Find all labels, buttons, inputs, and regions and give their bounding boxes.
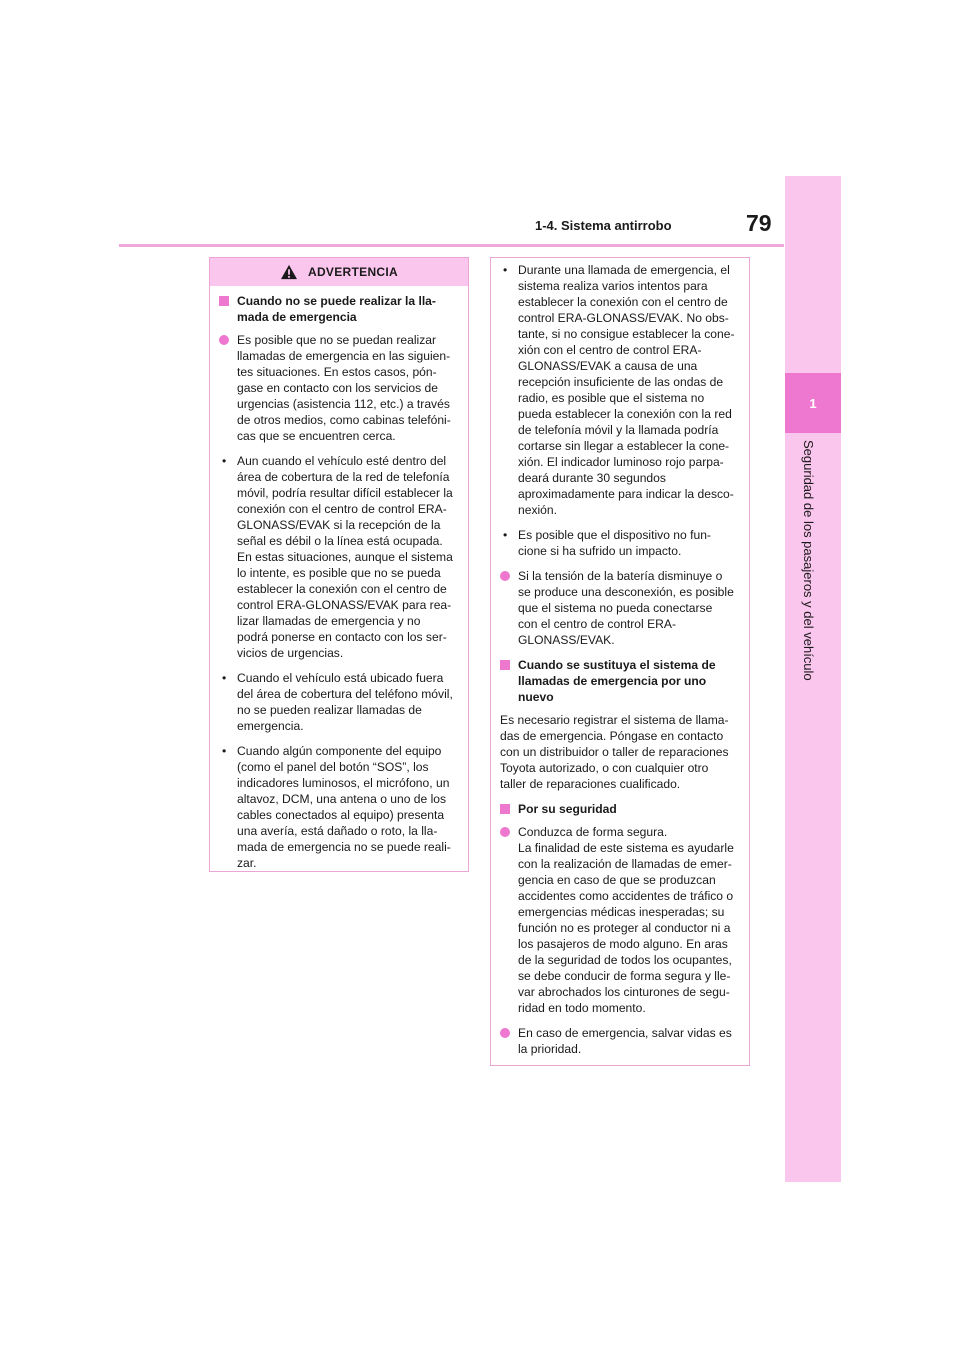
text-line: • Durante una llamada de emergencia, el <box>518 263 730 277</box>
text-line: del área de cobertura del teléfono móvil, <box>237 687 453 701</box>
text-line: emergencia. <box>237 719 304 733</box>
text-line: zar. <box>237 856 257 870</box>
text-line: control ERA-GLONASS/EVAK para rea- <box>237 598 452 612</box>
text-line: altavoz, DCM, una antena o uno de los <box>237 792 447 806</box>
text-line: deará durante 30 segundos <box>518 471 666 485</box>
text-line: control ERA-GLONASS/EVAK. No obs- <box>518 311 729 325</box>
warning-circle-item <box>500 568 740 648</box>
text-line: se debe conducir de forma segura y lle- <box>518 969 731 983</box>
text-line: accidentes como accidentes de tráfico o <box>518 889 734 903</box>
text-line: cortarse sin llegar a establecer la cone- <box>518 439 730 453</box>
text-line: se produce una desconexión, es posible <box>518 585 734 599</box>
text-line: podrá ponerse en contacto con los ser- <box>237 630 447 644</box>
text-line: recepción insuficiente de las ondas de <box>518 375 724 389</box>
text-line: Si la tensión de la batería disminuye o <box>518 569 723 583</box>
text-line: • Aun cuando el vehículo esté dentro del <box>237 454 447 468</box>
warning-title: ADVERTENCIA <box>308 265 398 279</box>
text-line: con el centro de control ERA- <box>518 617 676 631</box>
text-line: ridad en todo momento. <box>518 1001 646 1015</box>
text-line: radio, es posible que el sistema no <box>518 391 705 405</box>
header-rule <box>119 244 784 247</box>
text-line: mada de emergencia <box>237 310 357 324</box>
text-line: emergencias médicas inesperadas; su <box>518 905 725 919</box>
text-line: (como el panel del botón “SOS”, los <box>237 760 429 774</box>
text-line: GLONASS/EVAK. <box>518 633 615 647</box>
text-line: cables conectados al equipo) presenta <box>237 808 445 822</box>
text-line: lizar llamadas de emergencia y no <box>237 614 421 628</box>
text-line: no se pueden realizar llamadas de <box>237 703 422 717</box>
warning-bullet-item <box>500 527 740 559</box>
text-line: • Cuando el vehículo está ubicado fuera <box>237 671 444 685</box>
text-line: xión. El indicador luminoso rojo parpa- <box>518 455 724 469</box>
text-line: La finalidad de este sistema es ayudarle <box>518 841 734 855</box>
text-line: con la realización de llamadas de emer- <box>518 857 732 871</box>
warning-heading <box>500 801 740 817</box>
text-line: das de emergencia. Póngase en contacto <box>500 729 724 743</box>
text-line: establecer la conexión con el centro de <box>237 582 447 596</box>
warning-heading <box>500 657 740 705</box>
text-line: pueda establecer la conexión con la red <box>518 407 732 421</box>
warning-bullet-item <box>219 453 459 661</box>
text-line: establecer la conexión con el centro de <box>518 295 728 309</box>
text-line: una avería, está dañado o roto, la lla- <box>237 824 438 838</box>
text-line: indicadores luminosos, el micrófono, un <box>237 776 450 790</box>
text-line: de la seguridad de todos los ocupantes, <box>518 953 732 967</box>
warning-paragraph <box>500 712 740 792</box>
text-line: móvil, podría resultar difícil establecer la <box>237 486 453 500</box>
text-line: Toyota autorizado, o con cualquier otro <box>500 761 709 775</box>
text-line: nuevo <box>518 690 554 704</box>
text-line: llamadas de emergencia en las siguien- <box>237 349 451 363</box>
text-line: función no es proteger al conductor ni a <box>518 921 731 935</box>
text-line: GLONASS/EVAK a causa de una <box>518 359 698 373</box>
text-line: GLONASS/EVAK si la recepción de la <box>237 518 441 532</box>
warning-box <box>209 257 469 872</box>
text-line: Por su seguridad <box>518 802 617 816</box>
text-line: tante, si no consigue establecer la cone- <box>518 327 735 341</box>
warning-circle-item <box>219 332 459 444</box>
text-line: de telefonía móvil y la llamada podría <box>518 423 719 437</box>
text-line: vicios de urgencias. <box>237 646 344 660</box>
chapter-title: Seguridad de los pasajeros y del vehículo <box>801 440 816 681</box>
text-line: urgencias (asistencia 112, etc.) a través <box>237 397 450 411</box>
page-number: 79 <box>746 210 772 236</box>
text-line: En estas situaciones, aunque el sistema <box>237 550 453 564</box>
text-line: Es posible que no se puedan realizar <box>237 333 437 347</box>
warning-box-header <box>210 258 468 286</box>
text-line: cione si ha sufrido un impacto. <box>518 544 682 558</box>
text-line: aproximadamente para indicar la desco- <box>518 487 734 501</box>
text-line: los pasajeros de modo alguno. En aras <box>518 937 728 951</box>
text-line: • Cuando algún componente del equipo <box>237 744 442 758</box>
text-line: mada de emergencia no se puede reali- <box>237 840 451 854</box>
text-line: En caso de emergencia, salvar vidas es <box>518 1026 732 1040</box>
text-line: xión con el centro de control ERA- <box>518 343 702 357</box>
text-line: Conduzca de forma segura. <box>518 825 668 839</box>
text-line: cas que se encuentren cerca. <box>237 429 396 443</box>
text-line: área de cobertura de la red de telefonía <box>237 470 450 484</box>
text-line: gase en contacto con los servicios de <box>237 381 439 395</box>
warning-circle-item <box>500 1025 740 1057</box>
text-line: de otros medios, como cabinas telefóni- <box>237 413 451 427</box>
text-line: Cuando no se puede realizar la lla- <box>237 294 436 308</box>
text-line: taller de reparaciones cualificado. <box>500 777 681 791</box>
text-line: señal es débil o la línea está ocupada. <box>237 534 443 548</box>
text-line: sistema realiza varios intentos para <box>518 279 708 293</box>
warning-bullet-item <box>219 743 459 871</box>
text-line: Es necesario registrar el sistema de llama- <box>500 713 729 727</box>
section-title: 1-4. Sistema antirrobo <box>535 218 672 233</box>
warning-bullet-item <box>219 670 459 734</box>
warning-box-continued <box>490 257 750 1066</box>
text-line: gencia en caso de que se produzcan <box>518 873 716 887</box>
text-line: var abrochados los cinturones de segu- <box>518 985 730 999</box>
text-line: nexión. <box>518 503 557 517</box>
text-line: lo intente, es posible que no se pueda <box>237 566 441 580</box>
text-line: tes situaciones. En estos casos, pón- <box>237 365 437 379</box>
text-line: • Es posible que el dispositivo no fun- <box>518 528 711 542</box>
text-line: llamadas de emergencia por uno <box>518 674 707 688</box>
text-line: que el sistema no pueda conectarse <box>518 601 713 615</box>
text-line: la prioridad. <box>518 1042 582 1056</box>
warning-bullet-item <box>500 262 740 518</box>
warning-triangle-icon <box>280 264 298 280</box>
chapter-number: 1 <box>785 373 841 433</box>
text-line: Cuando se sustituya el sistema de <box>518 658 716 672</box>
warning-circle-item <box>500 824 740 1016</box>
warning-heading <box>219 293 459 325</box>
text-line: con un distribuidor o taller de reparaciones <box>500 745 729 759</box>
text-line: conexión con el centro de control ERA- <box>237 502 447 516</box>
